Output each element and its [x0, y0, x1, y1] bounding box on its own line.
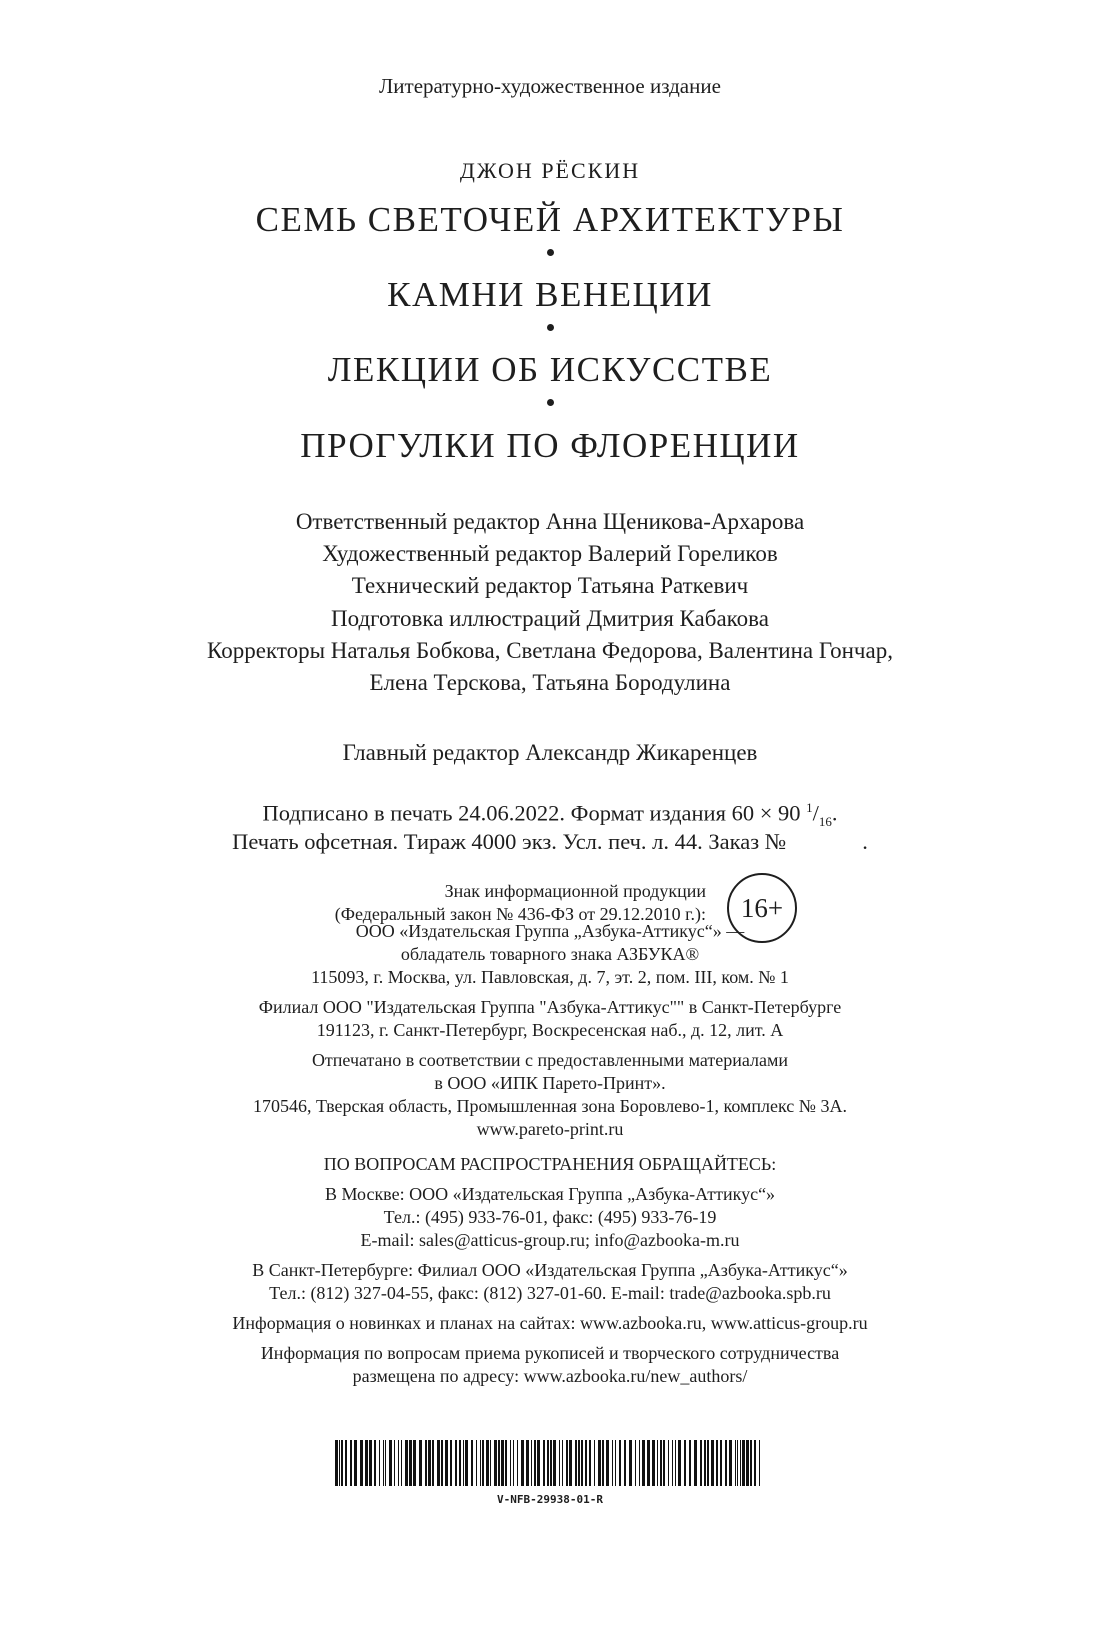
age-rating-text: 16+ [740, 892, 784, 923]
moscow-email: E-mail: sales@atticus-group.ru; info@azbooka-m.ru [360, 1230, 740, 1250]
branch-address: 191123, г. Санкт-Петербург, Воскресенская наб., д. 12, лит. А [316, 1020, 784, 1040]
barcode-icon [335, 1440, 765, 1486]
branch-line: Филиал ООО "Издательская Группа "Азбука-Аттикус"" в Санкт-Петербурге [258, 997, 842, 1017]
credit-line: Ответственный редактор Анна Щеникова-Архарова [295, 509, 805, 534]
title-separator-dot [547, 324, 554, 331]
print-line-2 [0, 829, 1100, 855]
credit-line: Корректоры Наталья Бобкова, Светлана Федорова, Валентина Гончар, [207, 638, 893, 663]
barcode-number: V-NFB-29938-01-R [497, 1493, 603, 1506]
publisher-line: обладатель товарного знака АЗБУКА® [400, 944, 700, 964]
book-title-2: КАМНИ ВЕНЕЦИИ [387, 275, 713, 314]
format-denominator: 16 [818, 814, 832, 829]
title-separator-dot [547, 249, 554, 256]
printer-website: www.pareto-print.ru [476, 1119, 624, 1139]
credit-line: Технический редактор Татьяна Раткевич [351, 573, 749, 598]
credit-line: Подготовка иллюстраций Дмитрия Кабакова [331, 606, 769, 631]
publisher-line: ООО «Издательская Группа „Азбука-Аттикус“» — [355, 921, 745, 941]
print-line-1-end: . [831, 800, 838, 826]
info-mark-line-2: (Федеральный закон № 436-ФЗ от 29.12.2010 г.): [334, 904, 706, 924]
manuscripts-address: размещена по адресу: www.azbooka.ru/new_authors/ [352, 1366, 748, 1386]
credit-line: Художественный редактор Валерий Гореликов [322, 541, 778, 566]
print-signed-format: Подписано в печать 24.06.2022. Формат издания 60 × 90 [262, 800, 801, 826]
title-separator-dot [547, 399, 554, 406]
manuscripts-line: Информация по вопросам приема рукописей и творческого сотрудничества [260, 1343, 840, 1363]
print-run-order: Печать офсетная. Тираж 4000 экз. Усл. печ. л. 44. Заказ № [232, 829, 787, 854]
author-name: ДЖОН РЁСКИН [459, 158, 641, 183]
info-mark-line-1: Знак информационной продукции [444, 881, 706, 901]
printer-line: в ООО «ИПК Парето-Принт». [434, 1073, 666, 1093]
distribution-heading: ПО ВОПРОСАМ РАСПРОСТРАНЕНИЯ ОБРАЩАЙТЕСЬ: [323, 1154, 777, 1174]
moscow-phone: Тел.: (495) 933-76-01, факс: (495) 933-76-19 [383, 1207, 717, 1227]
format-fraction: $^1/_{16}$ [806, 800, 832, 829]
spb-phone-email: Тел.: (812) 327-04-55, факс: (812) 327-01-60. E-mail: trade@azbooka.spb.ru [269, 1283, 831, 1303]
spb-contact: В Санкт-Петербурге: Филиал ООО «Издательская Группа „Азбука-Аттикус“» [252, 1260, 848, 1280]
publisher-address: 115093, г. Москва, ул. Павловская, д. 7, эт. 2, пом. III, ком. № 1 [311, 967, 789, 987]
chief-editor: Главный редактор Александр Жикаренцев [342, 740, 758, 765]
print-line-1 [0, 800, 1100, 830]
book-title-3: ЛЕКЦИИ ОБ ИСКУССТВЕ [327, 350, 773, 389]
news-websites: Информация о новинках и планах на сайтах: www.azbooka.ru, www.atticus-group.ru [232, 1313, 868, 1333]
genre-line: Литературно-художественное издание [379, 74, 721, 98]
moscow-contact: В Москве: ООО «Издательская Группа „Азбука-Аттикус“» [324, 1184, 776, 1204]
print-line-2-end: . [862, 829, 868, 854]
printer-line: Отпечатано в соответствии с предоставленными материалами [311, 1050, 789, 1070]
printer-address: 170546, Тверская область, Промышленная зона Боровлево-1, комплекс № 3А. [253, 1096, 847, 1116]
credit-line: Елена Терскова, Татьяна Бородулина [369, 670, 731, 695]
book-title-4: ПРОГУЛКИ ПО ФЛОРЕНЦИИ [300, 426, 800, 465]
format-numerator: 1 [806, 800, 813, 815]
book-title-1: СЕМЬ СВЕТОЧЕЙ АРХИТЕКТУРЫ [255, 200, 845, 239]
